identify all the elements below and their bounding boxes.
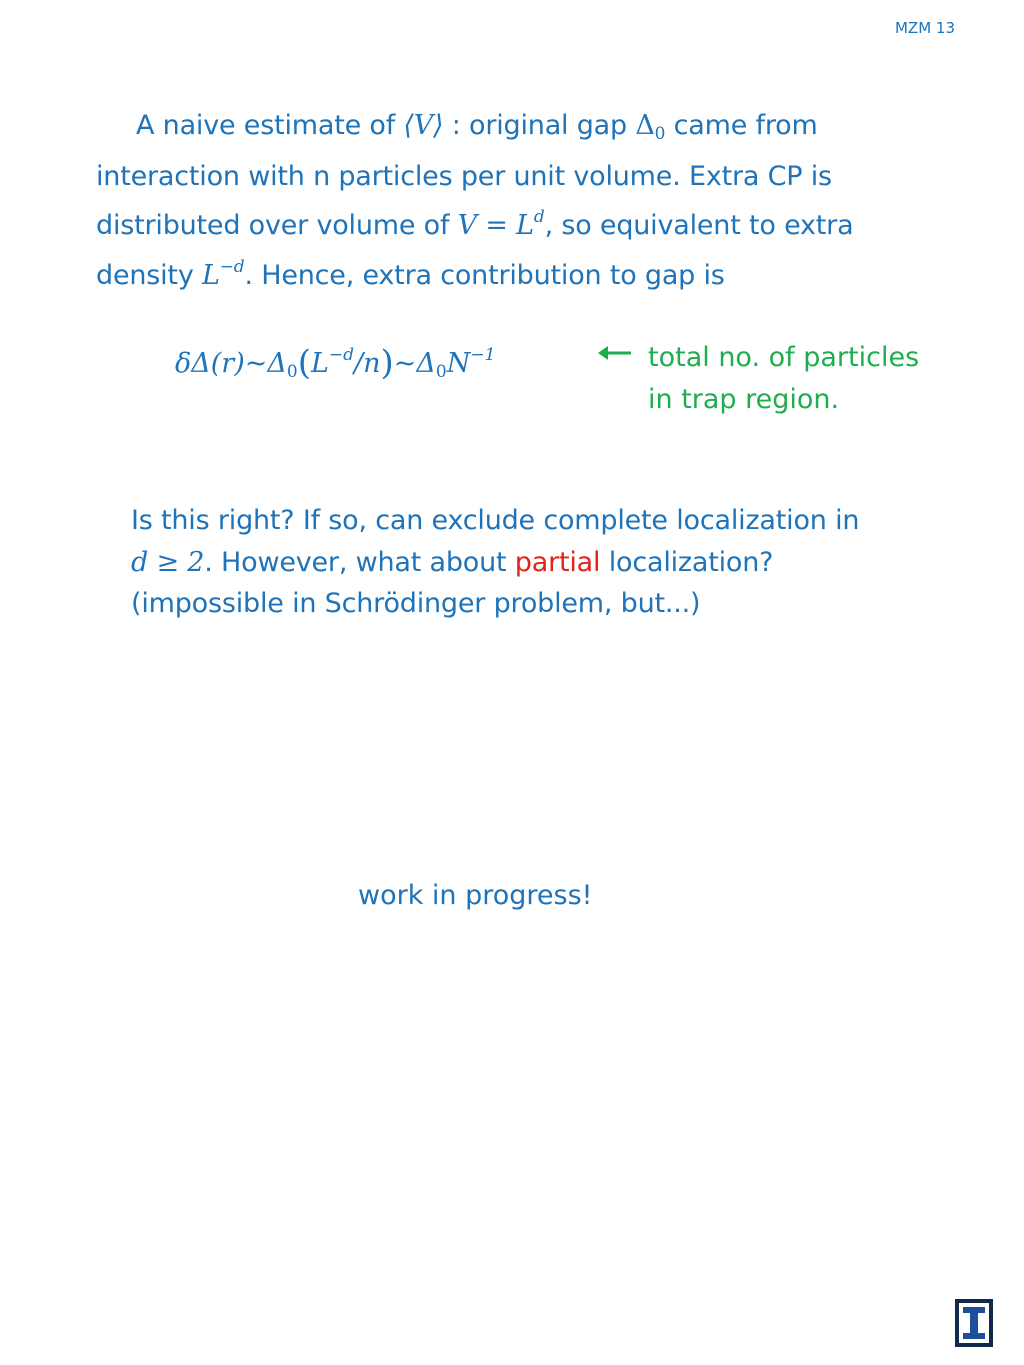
slide-label: MZM 13 [894,19,955,37]
question-paragraph [131,500,859,625]
particles-note: total no. of particles in trap region. [648,342,920,415]
math-expectation-v: ⟨V⟩ [403,110,444,141]
intro-line-1: A naive estimate of ⟨V⟩ : original gap $\Delta_0$ came from [136,110,818,144]
question-line-2: d ≥ 2. However, what about partial localization? [131,546,774,578]
intro-line-3: distributed over volume of $V = L^d$, so equivalent to extra [96,207,854,241]
intro-line-2: interaction with n particles per unit volume. Extra CP is [96,160,832,192]
gap-formula: $\delta\Delta(r)\sim\Delta_0(L^{-d}/n)\sim\Delta_0N^{-1}$ [175,343,496,383]
partial-emphasis: partial [514,546,601,578]
question-line-3: (impossible in Schrödinger problem, but...) [131,588,701,619]
left-arrow-icon [597,341,633,365]
work-in-progress-note: work in progress! [358,880,593,911]
intro-paragraph [96,105,853,296]
university-block-i-logo [955,1299,993,1347]
intro-line-4: density $L^{-d}$. Hence, extra contribution to gap is [96,256,725,291]
question-line-1: Is this right? If so, can exclude complete localization in [131,505,860,536]
